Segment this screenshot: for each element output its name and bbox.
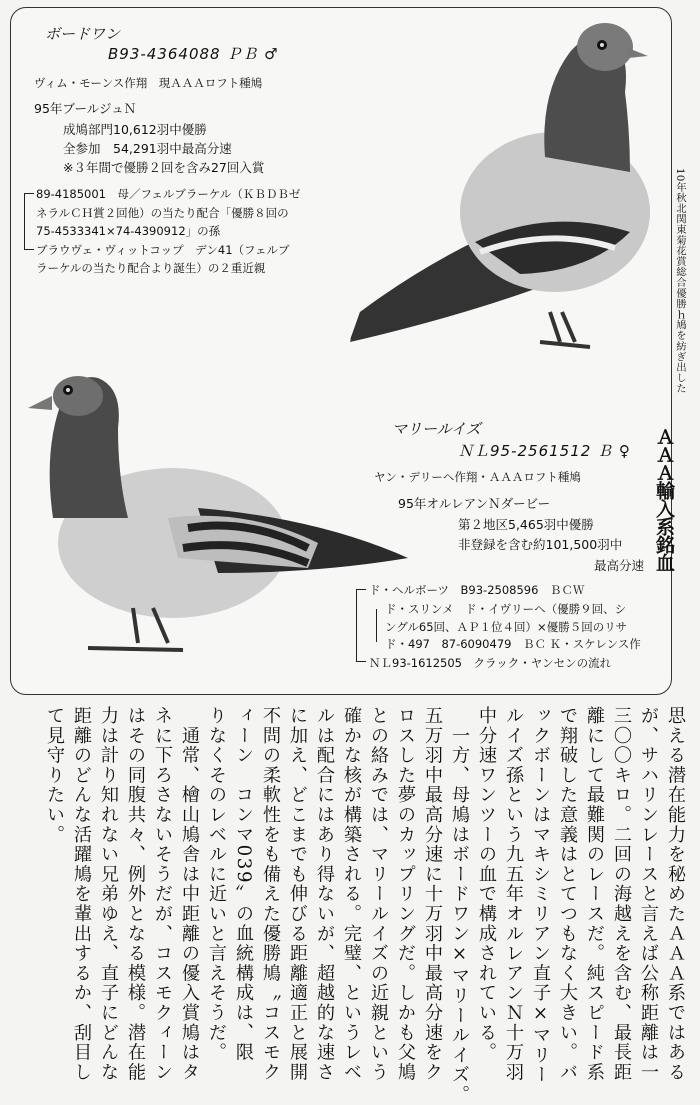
body-column: ルイズ孫という九五年オルレアンＮ十万羽: [503, 706, 524, 1083]
bird1-note: ※３年間で優勝２回を含み27回入賞: [63, 160, 265, 175]
side-title: ＡＡＡ輸入系銘血: [653, 427, 675, 571]
bird2-pedigree-bracket: [356, 589, 357, 661]
body-column: りなくそのレベルに近いと言えそうだ。: [206, 706, 227, 1063]
bird1-result2: 全参加 54,291羽中最高分速: [63, 141, 232, 156]
pigeon-bodwan-photo: [330, 12, 655, 362]
body-column: ックボーンはマキシミリアン直子×マリー: [530, 706, 551, 1085]
pedigree-tick: [356, 661, 366, 662]
bird2-ring-number: ＮＬ95-2561512 Ｂ ♀: [458, 442, 631, 460]
body-column: ロスした夢のカップリングだ。しかも父鳩: [395, 706, 416, 1083]
bird1-pedigree-line: 89-4185001 母／フェルブラーケル（ＫＢＤＢゼ: [36, 187, 301, 201]
bird1-pedigree-line: ネラルＣＨ賞２回他）の当たり配合「優勝８回の: [36, 206, 289, 220]
body-column: が、サハリンレースと言えば公称距離は一: [638, 706, 659, 1083]
body-column: に加え、どこまでも伸びる距離適正と展開: [287, 706, 308, 1083]
body-column: 一方、母鳩はボードワン×マリールイズ。: [449, 706, 470, 1105]
bird2-name: マリールイズ: [392, 420, 481, 438]
bird1-breeder: ヴィム・モーンス作翔 現ＡＡＡロフト種鳩: [34, 76, 263, 90]
body-column: との絡みでは、マリールイズの近親という: [368, 706, 389, 1083]
bird2-pedigree-line: ド・ヘルボーツ B93-2508596 ＢＣＷ: [369, 583, 585, 597]
body-column: 距離のどんな活躍鳩を輩出するか、刮目し: [71, 706, 92, 1083]
body-column: 五万羽中最高分速に十万羽中最高分速をク: [422, 706, 443, 1083]
body-column: ィーン コンマ039〟の血統構成は、限: [233, 706, 254, 1063]
bird2-result2: 非登録を含む約101,500羽中: [458, 537, 623, 552]
pedigree-tick: [24, 249, 34, 250]
bird2-breeder: ヤン・デリーヘ作翔・ＡＡＡロフト種鳩: [374, 470, 581, 484]
bird2-pedigree-line: ド・497 87-6090479 ＢＣ Ｋ・スケレンス作: [385, 637, 641, 651]
pedigree-tick: [24, 193, 34, 194]
body-column: はその同腹共々、例外となる模様。潜在能: [125, 706, 146, 1083]
bird2-pedigree-line: ド・スリンメ ド・イヴリーヘ（優勝９回、シ: [385, 602, 627, 616]
body-column: て見守りたい。: [44, 706, 65, 845]
body-column: 三〇〇キロ。二回の海越えを含む、最長距: [611, 706, 632, 1083]
bird2-pedigree-line: ングル65回、ＡＰ１位４回）×優勝５回のリサ: [385, 620, 627, 634]
bird1-pedigree-line: ラーケルの当たり配合より誕生）の２重近親: [36, 261, 266, 275]
bird2-pedigree-line: ＮＬ93-1612505 クラック・ヤンセンの流れ: [369, 656, 612, 670]
body-column: 離にして最難関のレースだ。純スピード系: [584, 706, 605, 1083]
bird1-result1: 成鳩部門10,612羽中優勝: [63, 122, 207, 137]
body-column: 中分速ワンツーの血で構成されている。: [476, 706, 497, 1063]
bird1-name: ボードワン: [45, 25, 121, 43]
pedigree-tick: [356, 589, 366, 590]
body-column: 不問の柔軟性をも備えた優勝鳩〝コスモク: [260, 706, 281, 1083]
body-column: 通常、檜山鳩舎は中距離の優入賞鳩はタ: [179, 706, 200, 1083]
bird2-race: 95年オルレアンＮダービー: [398, 496, 551, 511]
side-caption: 10年秋北関東菊花賞総合優勝ｈ鳩を紡ぎ出した: [674, 168, 686, 394]
body-column: で翔破した意義はとてつもなく大きい。バ: [557, 706, 578, 1083]
bird2-result3: 最高分速: [594, 558, 645, 573]
body-column: 思える潜在能力を秘めたＡＡＡ系ではある: [665, 706, 686, 1083]
body-column: 確かな核が構築される。完璧、というレベ: [341, 706, 362, 1083]
bird1-pedigree-line: ブラウヴェ・ヴィットコップ デン41（フェルブ: [36, 243, 290, 257]
body-column: ルは配合にはあり得ないが、超越的な速さ: [314, 706, 335, 1083]
body-column: 力は計り知れない兄弟ゆえ、直子にどんな: [98, 706, 119, 1083]
bird1-pedigree-bracket: [24, 193, 25, 249]
bird2-pedigree-sub-bracket: [376, 609, 377, 642]
bird1-race: 95年ブールジュＮ: [34, 101, 137, 116]
bird1-pedigree-line: 75-4533341×74-4390912」の孫: [36, 224, 221, 238]
bird1-ring-number: B93-4364088 ＰＢ ♂: [108, 45, 279, 63]
bird2-result1: 第２地区5,465羽中優勝: [458, 517, 594, 532]
pigeon-marie-louise-photo: [18, 368, 418, 663]
body-column: ネに下ろさないそうだが、コスモクィーン: [152, 706, 173, 1083]
